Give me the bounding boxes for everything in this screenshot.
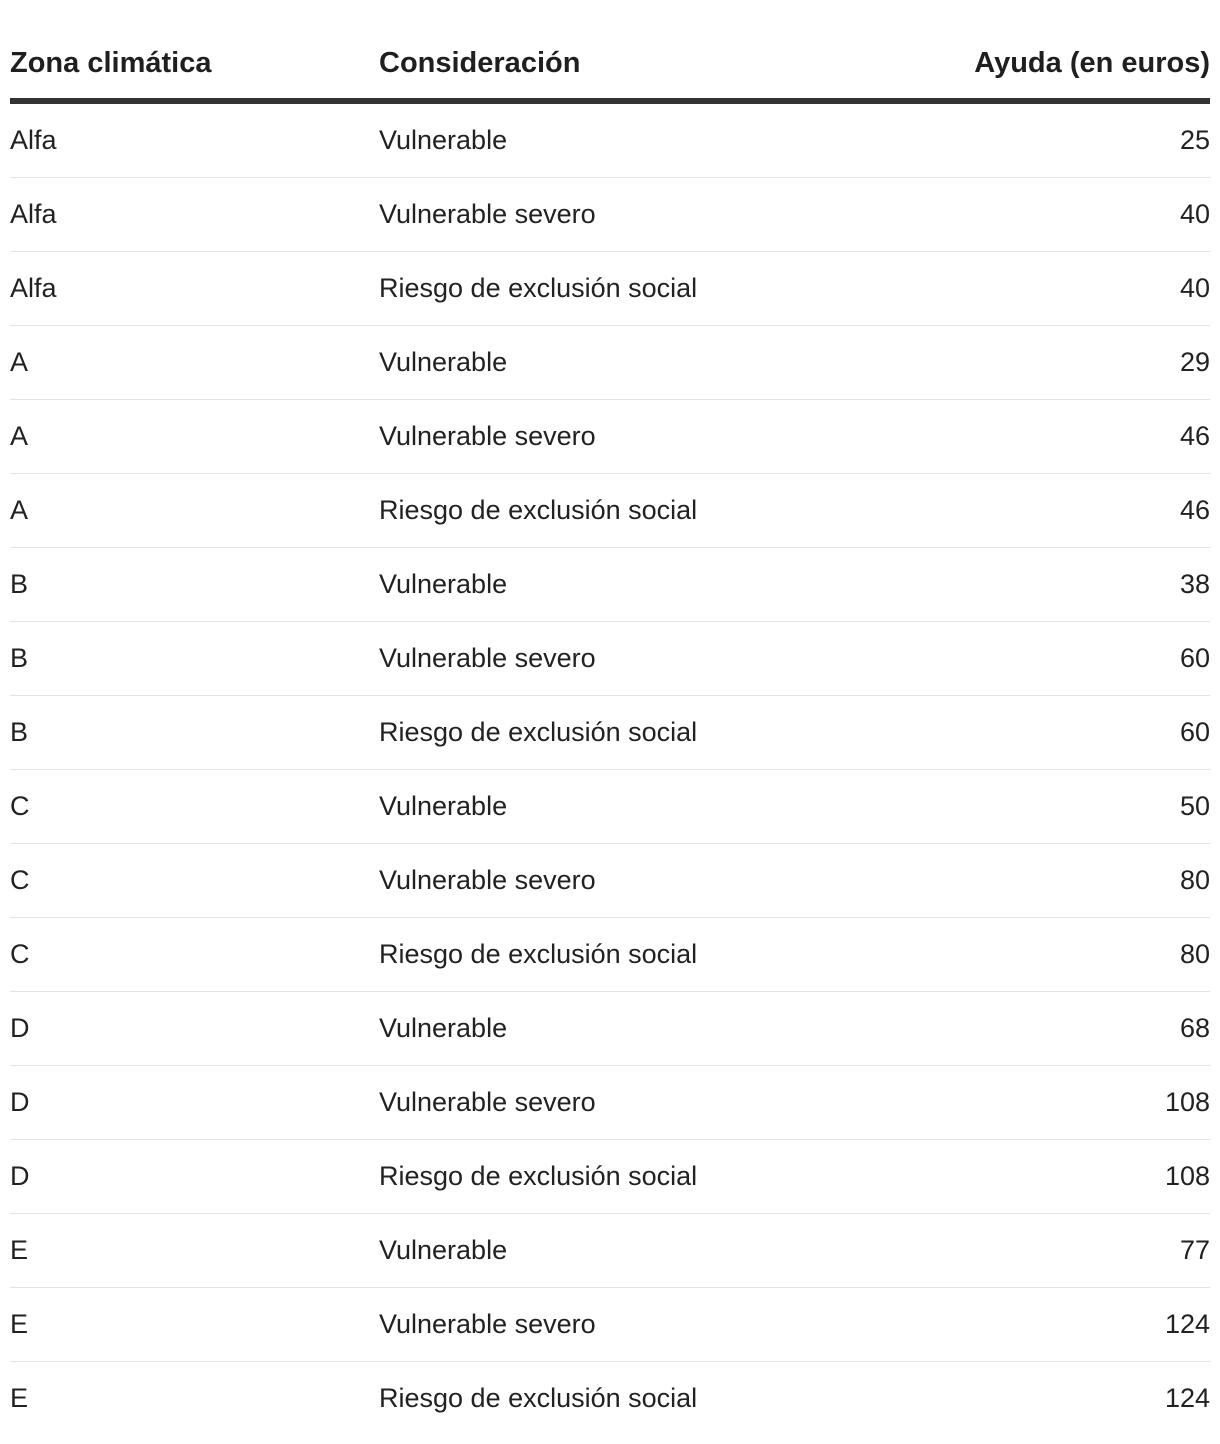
cell-consideration: Vulnerable [379, 1013, 508, 1043]
table-row [10, 918, 1210, 992]
table-row [10, 1362, 1210, 1435]
table-header [10, 28, 1210, 104]
cell-zone: D [10, 1161, 30, 1191]
cell-aid: 60 [1179, 717, 1210, 747]
cell-consideration: Vulnerable [379, 125, 508, 155]
cell-zone: C [10, 865, 30, 895]
cell-consideration: Riesgo de exclusión social [379, 939, 698, 969]
cell-zone: C [10, 939, 30, 969]
cell-aid: 124 [1164, 1309, 1210, 1339]
cell-consideration: Riesgo de exclusión social [379, 495, 698, 525]
cell-consideration: Vulnerable [379, 1235, 508, 1265]
table-row [10, 400, 1210, 474]
cell-aid: 124 [1164, 1383, 1210, 1413]
cell-aid: 46 [1179, 495, 1210, 525]
table-row [10, 844, 1210, 918]
header-zone: Zona climática [10, 46, 212, 79]
cell-consideration: Riesgo de exclusión social [379, 1161, 698, 1191]
cell-zone: D [10, 1013, 30, 1043]
table-row [10, 1214, 1210, 1288]
cell-zone: E [10, 1383, 29, 1413]
cell-aid: 60 [1179, 643, 1210, 673]
cell-aid: 40 [1179, 273, 1210, 303]
cell-zone: A [10, 347, 29, 377]
table-row [10, 178, 1210, 252]
table-row [10, 1066, 1210, 1140]
cell-zone: E [10, 1235, 29, 1265]
table-row [10, 1288, 1210, 1362]
cell-consideration: Riesgo de exclusión social [379, 1383, 698, 1413]
cell-zone: A [10, 421, 29, 451]
cell-consideration: Vulnerable severo [379, 421, 596, 451]
cell-aid: 80 [1179, 865, 1210, 895]
cell-consideration: Vulnerable severo [379, 643, 596, 673]
cell-aid: 46 [1179, 421, 1210, 451]
table-row [10, 770, 1210, 844]
cell-aid: 50 [1179, 791, 1210, 821]
table-row [10, 252, 1210, 326]
cell-aid: 77 [1179, 1235, 1210, 1265]
cell-consideration: Vulnerable severo [379, 1309, 596, 1339]
table-row [10, 992, 1210, 1066]
cell-zone: A [10, 495, 29, 525]
cell-zone: B [10, 569, 29, 599]
cell-consideration: Vulnerable severo [379, 199, 596, 229]
cell-consideration: Vulnerable severo [379, 1087, 596, 1117]
cell-aid: 38 [1179, 569, 1210, 599]
cell-consideration: Riesgo de exclusión social [379, 273, 698, 303]
table-row [10, 696, 1210, 770]
table-row [10, 1140, 1210, 1214]
cell-zone: D [10, 1087, 30, 1117]
cell-aid: 108 [1164, 1161, 1210, 1191]
cell-consideration: Vulnerable [379, 569, 508, 599]
cell-zone: B [10, 717, 29, 747]
aid-table [10, 28, 1210, 1435]
cell-zone: Alfa [10, 199, 57, 229]
cell-zone: C [10, 791, 30, 821]
cell-consideration: Vulnerable [379, 347, 508, 377]
table-row [10, 474, 1210, 548]
cell-aid: 80 [1179, 939, 1210, 969]
cell-aid: 29 [1179, 347, 1210, 377]
cell-zone: Alfa [10, 125, 57, 155]
cell-aid: 68 [1179, 1013, 1210, 1043]
table-row [10, 326, 1210, 400]
table-row [10, 622, 1210, 696]
table-body [10, 104, 1210, 1435]
cell-consideration: Riesgo de exclusión social [379, 717, 698, 747]
cell-aid: 25 [1179, 125, 1210, 155]
cell-consideration: Vulnerable [379, 791, 508, 821]
cell-zone: Alfa [10, 273, 57, 303]
cell-zone: E [10, 1309, 29, 1339]
header-aid: Ayuda (en euros) [974, 46, 1210, 79]
cell-zone: B [10, 643, 29, 673]
cell-consideration: Vulnerable severo [379, 865, 596, 895]
cell-aid: 108 [1164, 1087, 1210, 1117]
table-row [10, 548, 1210, 622]
table-row [10, 104, 1210, 178]
header-consideration: Consideración [379, 46, 581, 79]
cell-aid: 40 [1179, 199, 1210, 229]
